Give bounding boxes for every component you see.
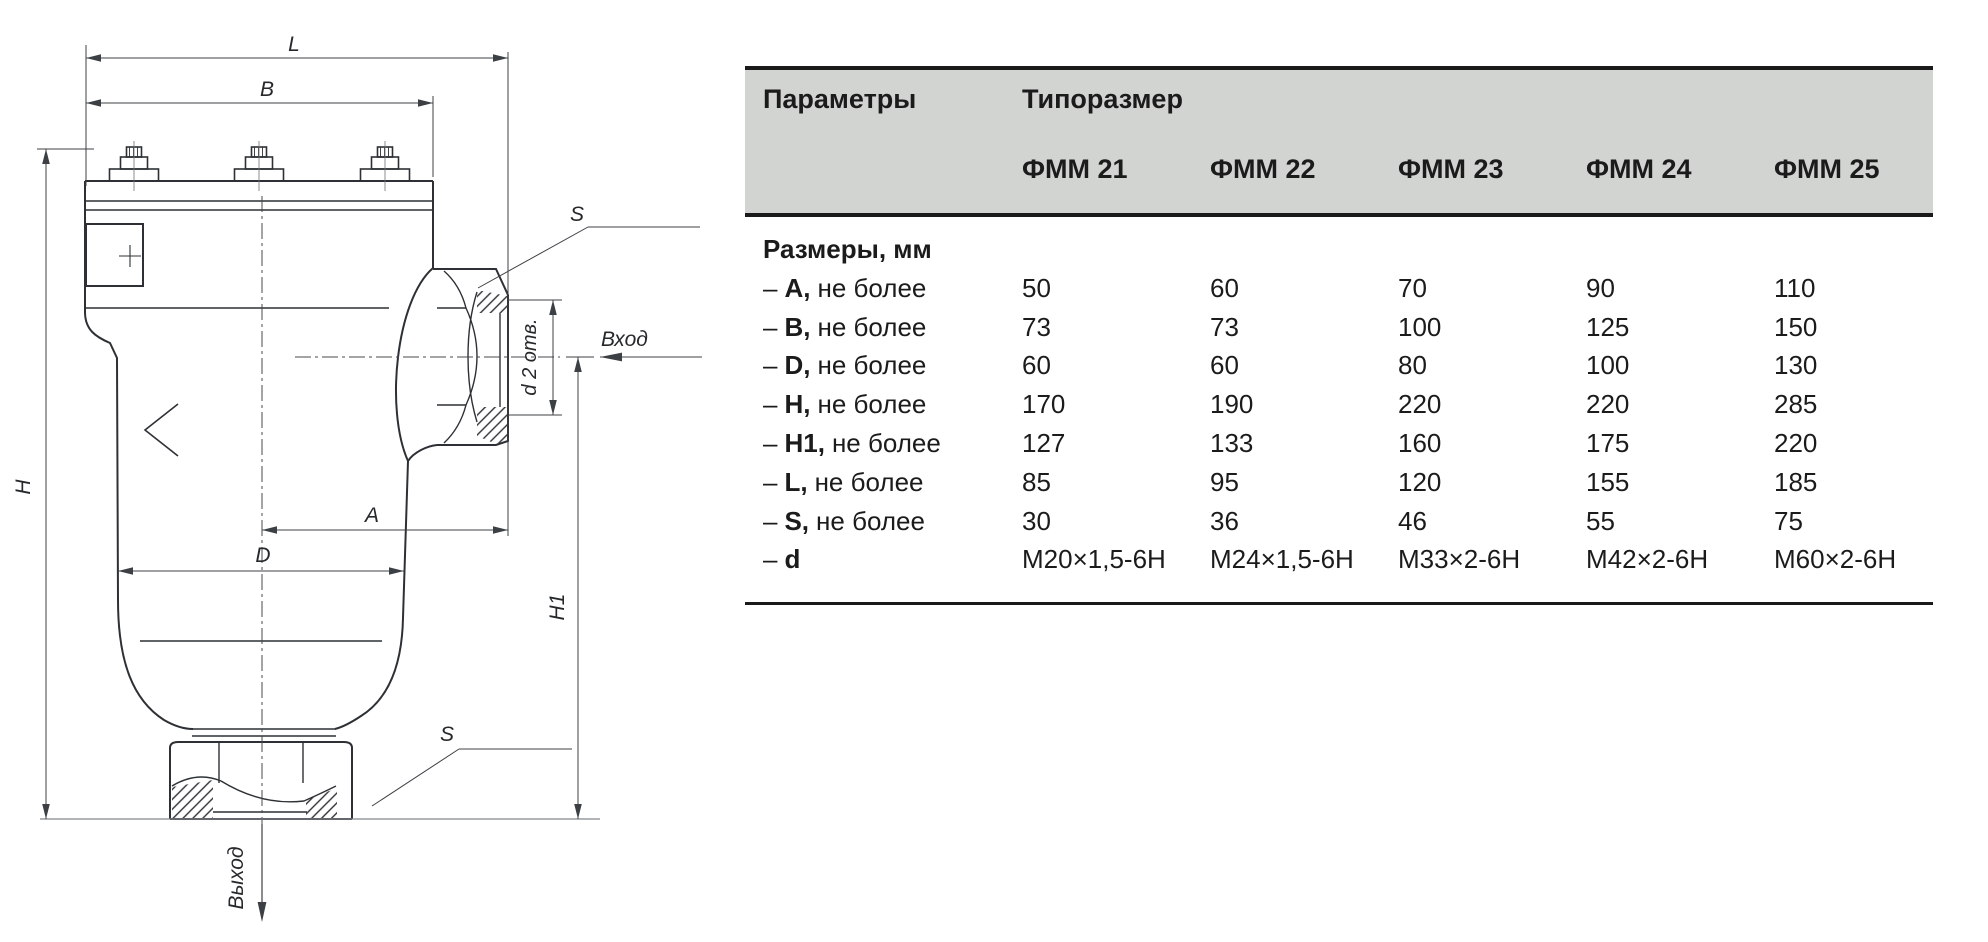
table-row [745, 385, 1933, 424]
parameter-value: 85 [1022, 466, 1051, 497]
spec-table-header [745, 66, 1933, 217]
parameter-value: М20×1,5-6Н [1022, 544, 1166, 575]
parameter-value: 50 [1022, 272, 1051, 303]
wrench-size-label-bottom: S [439, 723, 455, 746]
parameter-value: 285 [1774, 389, 1818, 420]
parameter-value: 95 [1210, 466, 1239, 497]
table-row [745, 346, 1933, 385]
table-row [745, 308, 1933, 347]
spec-table [745, 66, 1933, 579]
dim-label-h: H [12, 479, 35, 495]
parameter-value: 220 [1774, 427, 1818, 458]
parameter-value: 36 [1210, 505, 1239, 536]
parameter-value: 73 [1210, 311, 1239, 342]
parameter-label: – A, не более [763, 272, 927, 303]
table-row [745, 463, 1933, 502]
model-column-header: ФММ 25 [1774, 154, 1880, 184]
bolt-centerlines [134, 141, 385, 191]
chevron-mark-icon [145, 404, 178, 456]
parameter-value: М42×2-6Н [1586, 544, 1709, 575]
parameter-value: 160 [1398, 427, 1442, 458]
dim-label-h1: H1 [546, 593, 569, 621]
parameter-value: 220 [1586, 389, 1630, 420]
table-row [745, 424, 1933, 463]
parameter-value: М24×1,5-6Н [1210, 544, 1354, 575]
parameter-value: М33×2-6Н [1398, 544, 1521, 575]
table-row [745, 269, 1933, 308]
sight-window [86, 224, 143, 286]
parameter-value: 100 [1586, 350, 1630, 381]
parameter-value: 73 [1022, 311, 1051, 342]
wrench-size-label-top: S [569, 203, 585, 226]
parameter-value: 110 [1774, 272, 1816, 303]
model-column-header: ФММ 24 [1586, 154, 1692, 184]
col-header-parameters: Параметры [763, 84, 917, 114]
parameter-label: – d [763, 544, 801, 575]
dim-label-b: B [259, 78, 275, 101]
parameter-value: 55 [1586, 505, 1615, 536]
parameter-value: 220 [1398, 389, 1442, 420]
cover-bolts [110, 147, 410, 181]
table-row [745, 502, 1933, 541]
parameter-value: 155 [1586, 466, 1630, 497]
parameter-value: 190 [1210, 389, 1254, 420]
table-row [745, 540, 1933, 579]
vessel-details [85, 201, 500, 812]
parameter-value: 127 [1022, 427, 1066, 458]
parameter-value: 100 [1398, 311, 1442, 342]
parameter-value: 30 [1022, 505, 1051, 536]
parameter-label: – H, не более [763, 389, 927, 420]
parameter-label: – H1, не более [763, 427, 941, 458]
inlet-label: Вход [601, 328, 648, 351]
dimension-lines [37, 45, 702, 906]
section-header: Размеры, мм [763, 234, 932, 264]
parameter-value: 75 [1774, 505, 1803, 536]
section-hatching [172, 290, 508, 818]
parameter-value: 60 [1022, 350, 1051, 381]
cross-mark-icon [119, 245, 141, 267]
thread-holes-label: d 2 отв. [519, 318, 541, 396]
parameter-value: 170 [1022, 389, 1066, 420]
dim-label-l: L [288, 33, 300, 56]
model-column-header: ФММ 23 [1398, 154, 1504, 184]
parameter-value: 46 [1398, 505, 1427, 536]
centerlines [262, 196, 560, 824]
col-header-size-type: Типоразмер [1022, 84, 1183, 114]
parameter-value: М60×2-6Н [1774, 544, 1897, 575]
outlet-label: Выход [225, 846, 248, 910]
parameter-label: – D, не более [763, 350, 927, 381]
parameter-label: – L, не более [763, 466, 924, 497]
model-column-header: ФММ 22 [1210, 154, 1316, 184]
dimensional-drawing [0, 0, 760, 942]
parameter-value: 150 [1774, 311, 1818, 342]
parameter-value: 90 [1586, 272, 1615, 303]
parameter-value: 133 [1210, 427, 1254, 458]
table-bottom-rule [745, 602, 1933, 605]
parameter-value: 185 [1774, 466, 1818, 497]
model-column-header: ФММ 21 [1022, 154, 1128, 184]
parameter-label: – B, не более [763, 311, 927, 342]
spec-table-body [745, 217, 1933, 579]
parameter-label: – S, не более [763, 505, 925, 536]
parameter-value: 60 [1210, 350, 1239, 381]
dim-label-a: A [364, 504, 380, 527]
parameter-value: 70 [1398, 272, 1427, 303]
parameter-value: 125 [1586, 311, 1630, 342]
dim-label-d: D [255, 544, 271, 567]
parameter-value: 175 [1586, 427, 1630, 458]
parameter-value: 60 [1210, 272, 1239, 303]
parameter-value: 120 [1398, 466, 1442, 497]
parameter-value: 130 [1774, 350, 1818, 381]
parameter-value: 80 [1398, 350, 1427, 381]
